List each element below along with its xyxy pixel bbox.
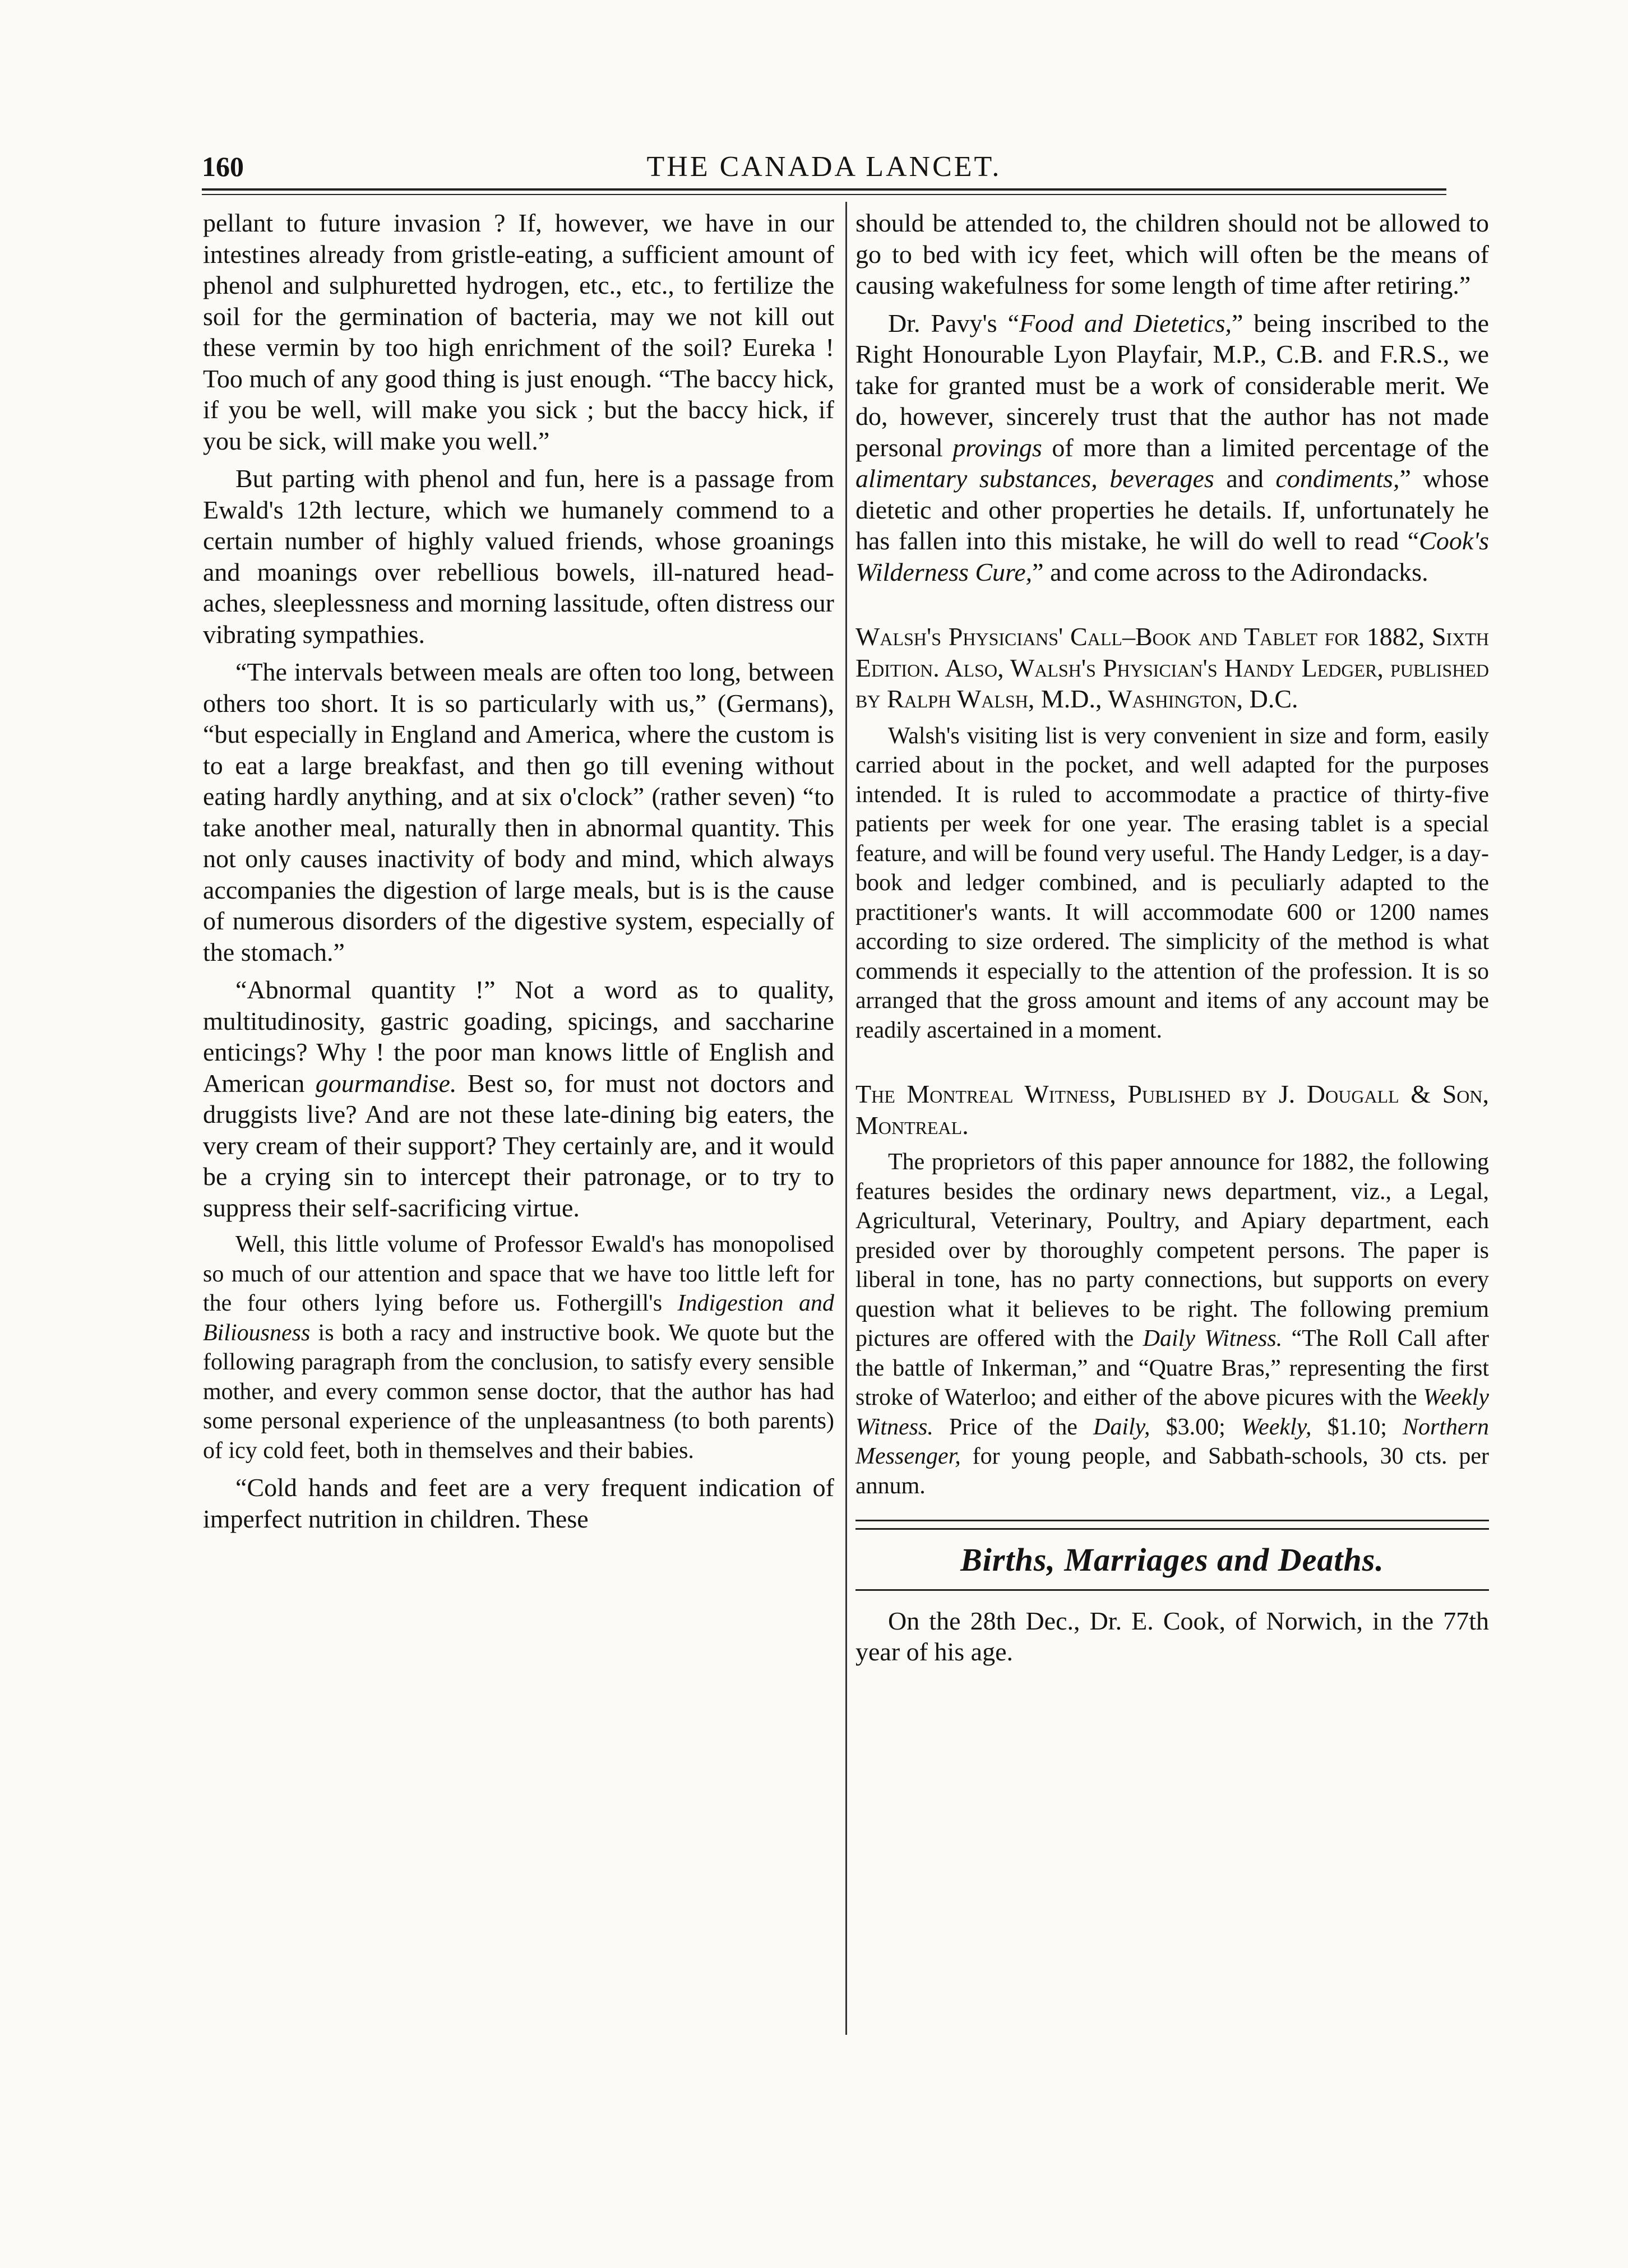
running-title: THE CANADA LANCET. [646, 151, 1002, 183]
page-number: 160 [202, 151, 244, 182]
left-column [203, 207, 834, 1541]
paragraph: pellant to future invasion ? If, however, we have in our intestines already from gristle-eating, a sufficient amount of phenol and sulphuretted hydrogen, etc., etc., to fertilize the soil for the germination of bacteria, may we not kill out these vermin by too high enrichment of the soil? Eureka ! Too much of any good thing is just enough. “The baccy hick, if you be well, will make you sick ; but the baccy hick, if you be sick, will make you well.” [203, 209, 834, 455]
births-marriages-deaths-heading: Births, Marriages and Deaths. [960, 1542, 1384, 1578]
montreal-witness-heading: The Montreal Witness, Published by J. Dougall & Son, Montreal. [855, 1080, 1489, 1140]
walsh-review: Walsh's visiting list is very convenient in size and form, easily carried about in the pocket, and well adapted for the purposes intended. It is ruled to accommodate a practice of thirty-five patients per week for one year. The erasing tablet is a special feature, and will be found very useful. The Handy Ledger, is a day-book and ledger combined, and is peculiarly adapted to the practitioner's wants. It will accommodate 600 or 1200 names according to size ordered. The simplicity of the method is what commends it especially to the attention of the profession. It is so arranged that the gross amount and items of any account may be readily ascertained in a moment. [855, 723, 1489, 1043]
quotation-paragraph: “The intervals between meals are often too long, between others too short. It is so particularly with us,” (Germans), “but especially in England and America, where the custom is to eat a large breakfast, and then go till evening without eating hardly anything, and at six o'clock” (rather seven) “to take another meal, naturally then in abnormal quantity. This not only causes inactivity of body and mind, which always accompanies the digestion of large meals, but is is the cause of numerous disorders of the digestive system, especially of the stomach.” [203, 658, 834, 966]
column-divider [845, 202, 847, 2035]
paragraph: But parting with phenol and fun, here is a passage from Ewald's 12th lecture, which we humanely commend to a certain number of highly valued friends, whose groanings and moanings over rebellious bowels, ill-natured head-aches, sleeplessness and morning lassitude, often distress our vibrating sympathies. [203, 464, 834, 649]
death-notice: On the 28th Dec., Dr. E. Cook, of Norwich, in the 77th year of his age. [855, 1606, 1489, 1666]
right-column [855, 207, 1489, 1674]
paragraph: should be attended to, the children should not be allowed to go to bed with icy feet, which will often be the means of causing wakefulness for some length of time after retiring.” [855, 209, 1489, 299]
section-rule [855, 1520, 1489, 1530]
header-rule [202, 188, 1446, 195]
review-pavy: Dr. Pavy's “Food and Dietetics,” being inscribed to the Right Honourable Lyon Playfair, M.P., C.B. and F.R.S., we take for granted must be a work of considerable merit. We do, however, sincerely trust that the author has not made personal provings of more than a limited percentage of the alimentary substances, beverages and condiments,” whose dietetic and other properties he details. If, unfortunately he has fallen into this mistake, he will do well to read “Cook's Wilderness Cure,” and come across to the Adirondacks. [855, 308, 1490, 586]
heading-rule [855, 1589, 1489, 1591]
paragraph: “Abnormal quantity !” Not a word as to quality, multitudinosity, gastric goading, spicings, and saccharine enticings? Why ! the poor man knows little of English and American gourmandise. Best so, for must not doctors and druggists live? And are not these late-dining big eaters, the very cream of their support? They certainly are, and it would be a crying sin to intercept their patronage, or to try to suppress their self-sacrificing virtue. [203, 975, 834, 1222]
walsh-heading: Walsh's Physicians' Call–Book and Tablet for 1882, Sixth Edition. Also, Walsh's Physician's Handy Ledger, published by Ralph Walsh, M.D., Washington, D.C. [855, 622, 1489, 713]
page-header [202, 150, 1446, 186]
montreal-witness-review: The proprietors of this paper announce for 1882, the following features besides the ordinary news department, viz., a Legal, Agricultural, Veterinary, Poultry, and Apiary department, each presided over by thoroughly competent persons. The paper is liberal in tone, has no party connections, but supports on every question what it believes to be right. The following premium pictures are offered with the Daily Witness. “The Roll Call after the battle of Inkerman,” and “Quatre Bras,” representing the first stroke of Waterloo; and either of the above picures with the Weekly Witness. Price of the Daily, $3.00; Weekly, $1.10; Northern Messenger, for young people, and Sabbath-schools, 30 cts. per annum. [855, 1149, 1490, 1499]
paragraph: Well, this little volume of Professor Ewald's has monopolised so much of our attention and space that we have too little left for the four others lying before us. Fothergill's Indigestion and Biliousness is both a racy and instructive book. We quote but the following paragraph from the conclusion, to satisfy every sensible mother, and every common sense doctor, that the author has had some personal experience of the unpleasantness (to both parents) of icy cold feet, both in themselves and their babies. [203, 1232, 834, 1464]
quotation-paragraph: “Cold hands and feet are a very frequent indication of imperfect nutrition in children. These [203, 1473, 834, 1533]
